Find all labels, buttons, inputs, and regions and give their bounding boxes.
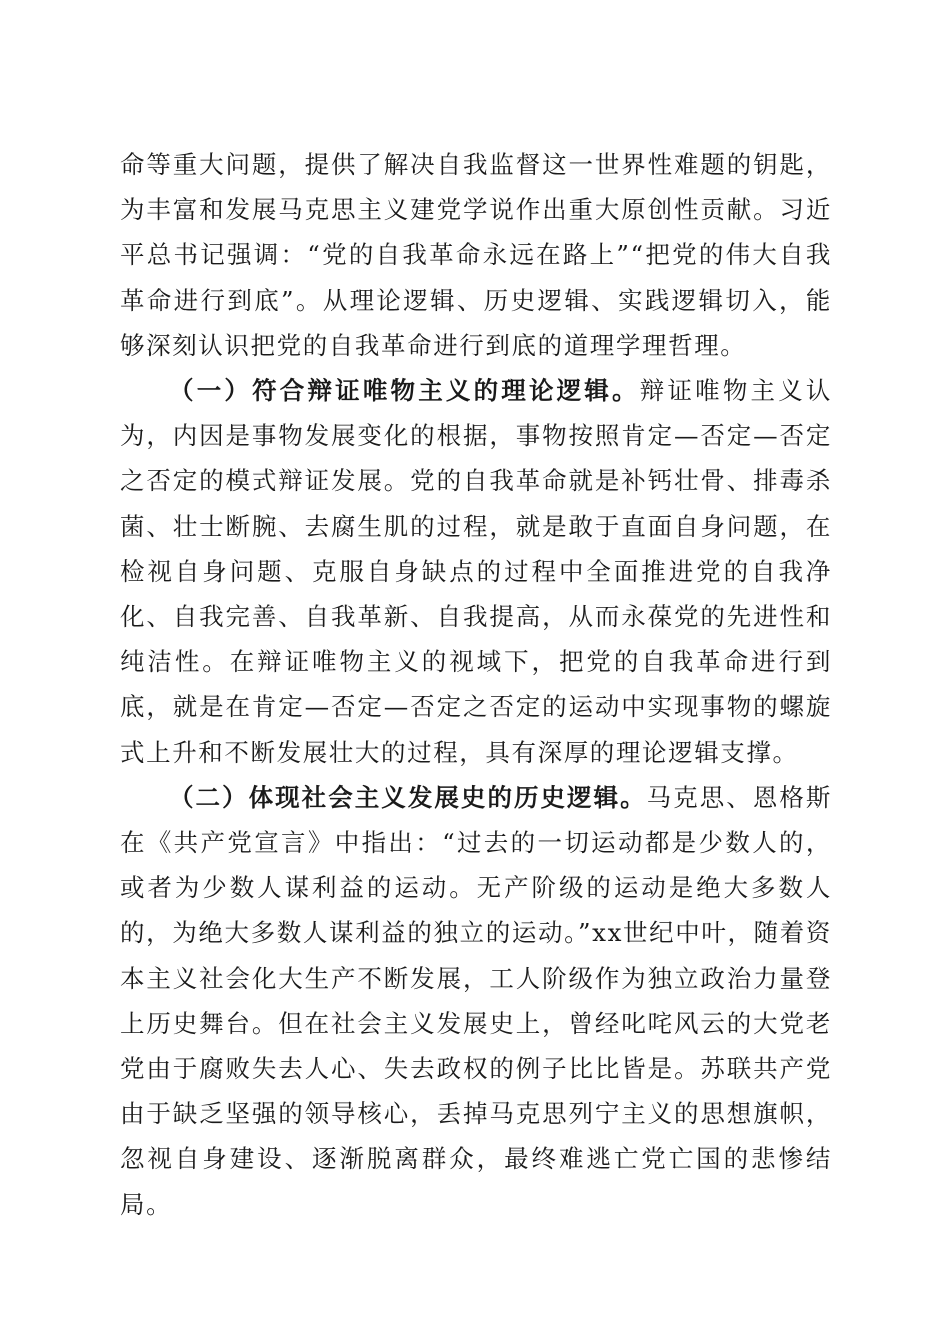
document-body [120, 142, 832, 1227]
paragraph-intro-continuation: 命等重大问题，提供了解决自我监督这一世界性难题的钥匙，为丰富和发展马克思主义建党学说作出重大原创性贡献。习近平总书记强调：“党的自我革命永远在路上”“把党的伟大自我革命进行到底”。从理论逻辑、历史逻辑、实践逻辑切入，能够深刻认识把党的自我革命进行到底的道理学理哲理。 [120, 150, 832, 360]
section-heading-theoretical-logic: （一）符合辩证唯物主义的理论逻辑。 [169, 376, 640, 406]
section-heading-historical-logic: （二）体现社会主义发展史的历史逻辑。 [169, 782, 647, 812]
paragraph-historical-logic [120, 775, 832, 1227]
paragraph-theoretical-logic-body: 辩证唯物主义认为，内因是事物发展变化的根据，事物按照肯定—否定—否定之否定的模式辩证发展。党的自我革命就是补钙壮骨、排毒杀菌、壮士断腕、去腐生肌的过程，就是敢于直面自身问题，在检视自身问题、克服自身缺点的过程中全面推进党的自我净化、自我完善、自我革新、自我提高，从而永葆党的先进性和纯洁性。在辩证唯物主义的视域下，把党的自我革命进行到底，就是在肯定—否定—否定之否定的运动中实现事物的螺旋式上升和不断发展壮大的过程，具有深厚的理论逻辑支撑。 [120, 376, 832, 767]
paragraph-theoretical-logic [120, 368, 832, 775]
paragraph-historical-logic-body: 马克思、恩格斯在《共产党宣言》中指出：“过去的一切运动都是少数人的，或者为少数人谋利益的运动。无产阶级的运动是绝大多数人的，为绝大多数人谋利益的独立的运动。”xx世纪中叶，随着资本主义社会化大生产不断发展，工人阶级作为独立政治力量登上历史舞台。但在社会主义发展史上，曾经叱咤风云的大党老党由于腐败失去人心、失去政权的例子比比皆是。苏联共产党由于缺乏坚强的领导核心，丢掉马克思列宁主义的思想旗帜，忽视自身建设、逐渐脱离群众，最终难逃亡党亡国的悲惨结局。 [120, 782, 832, 1219]
